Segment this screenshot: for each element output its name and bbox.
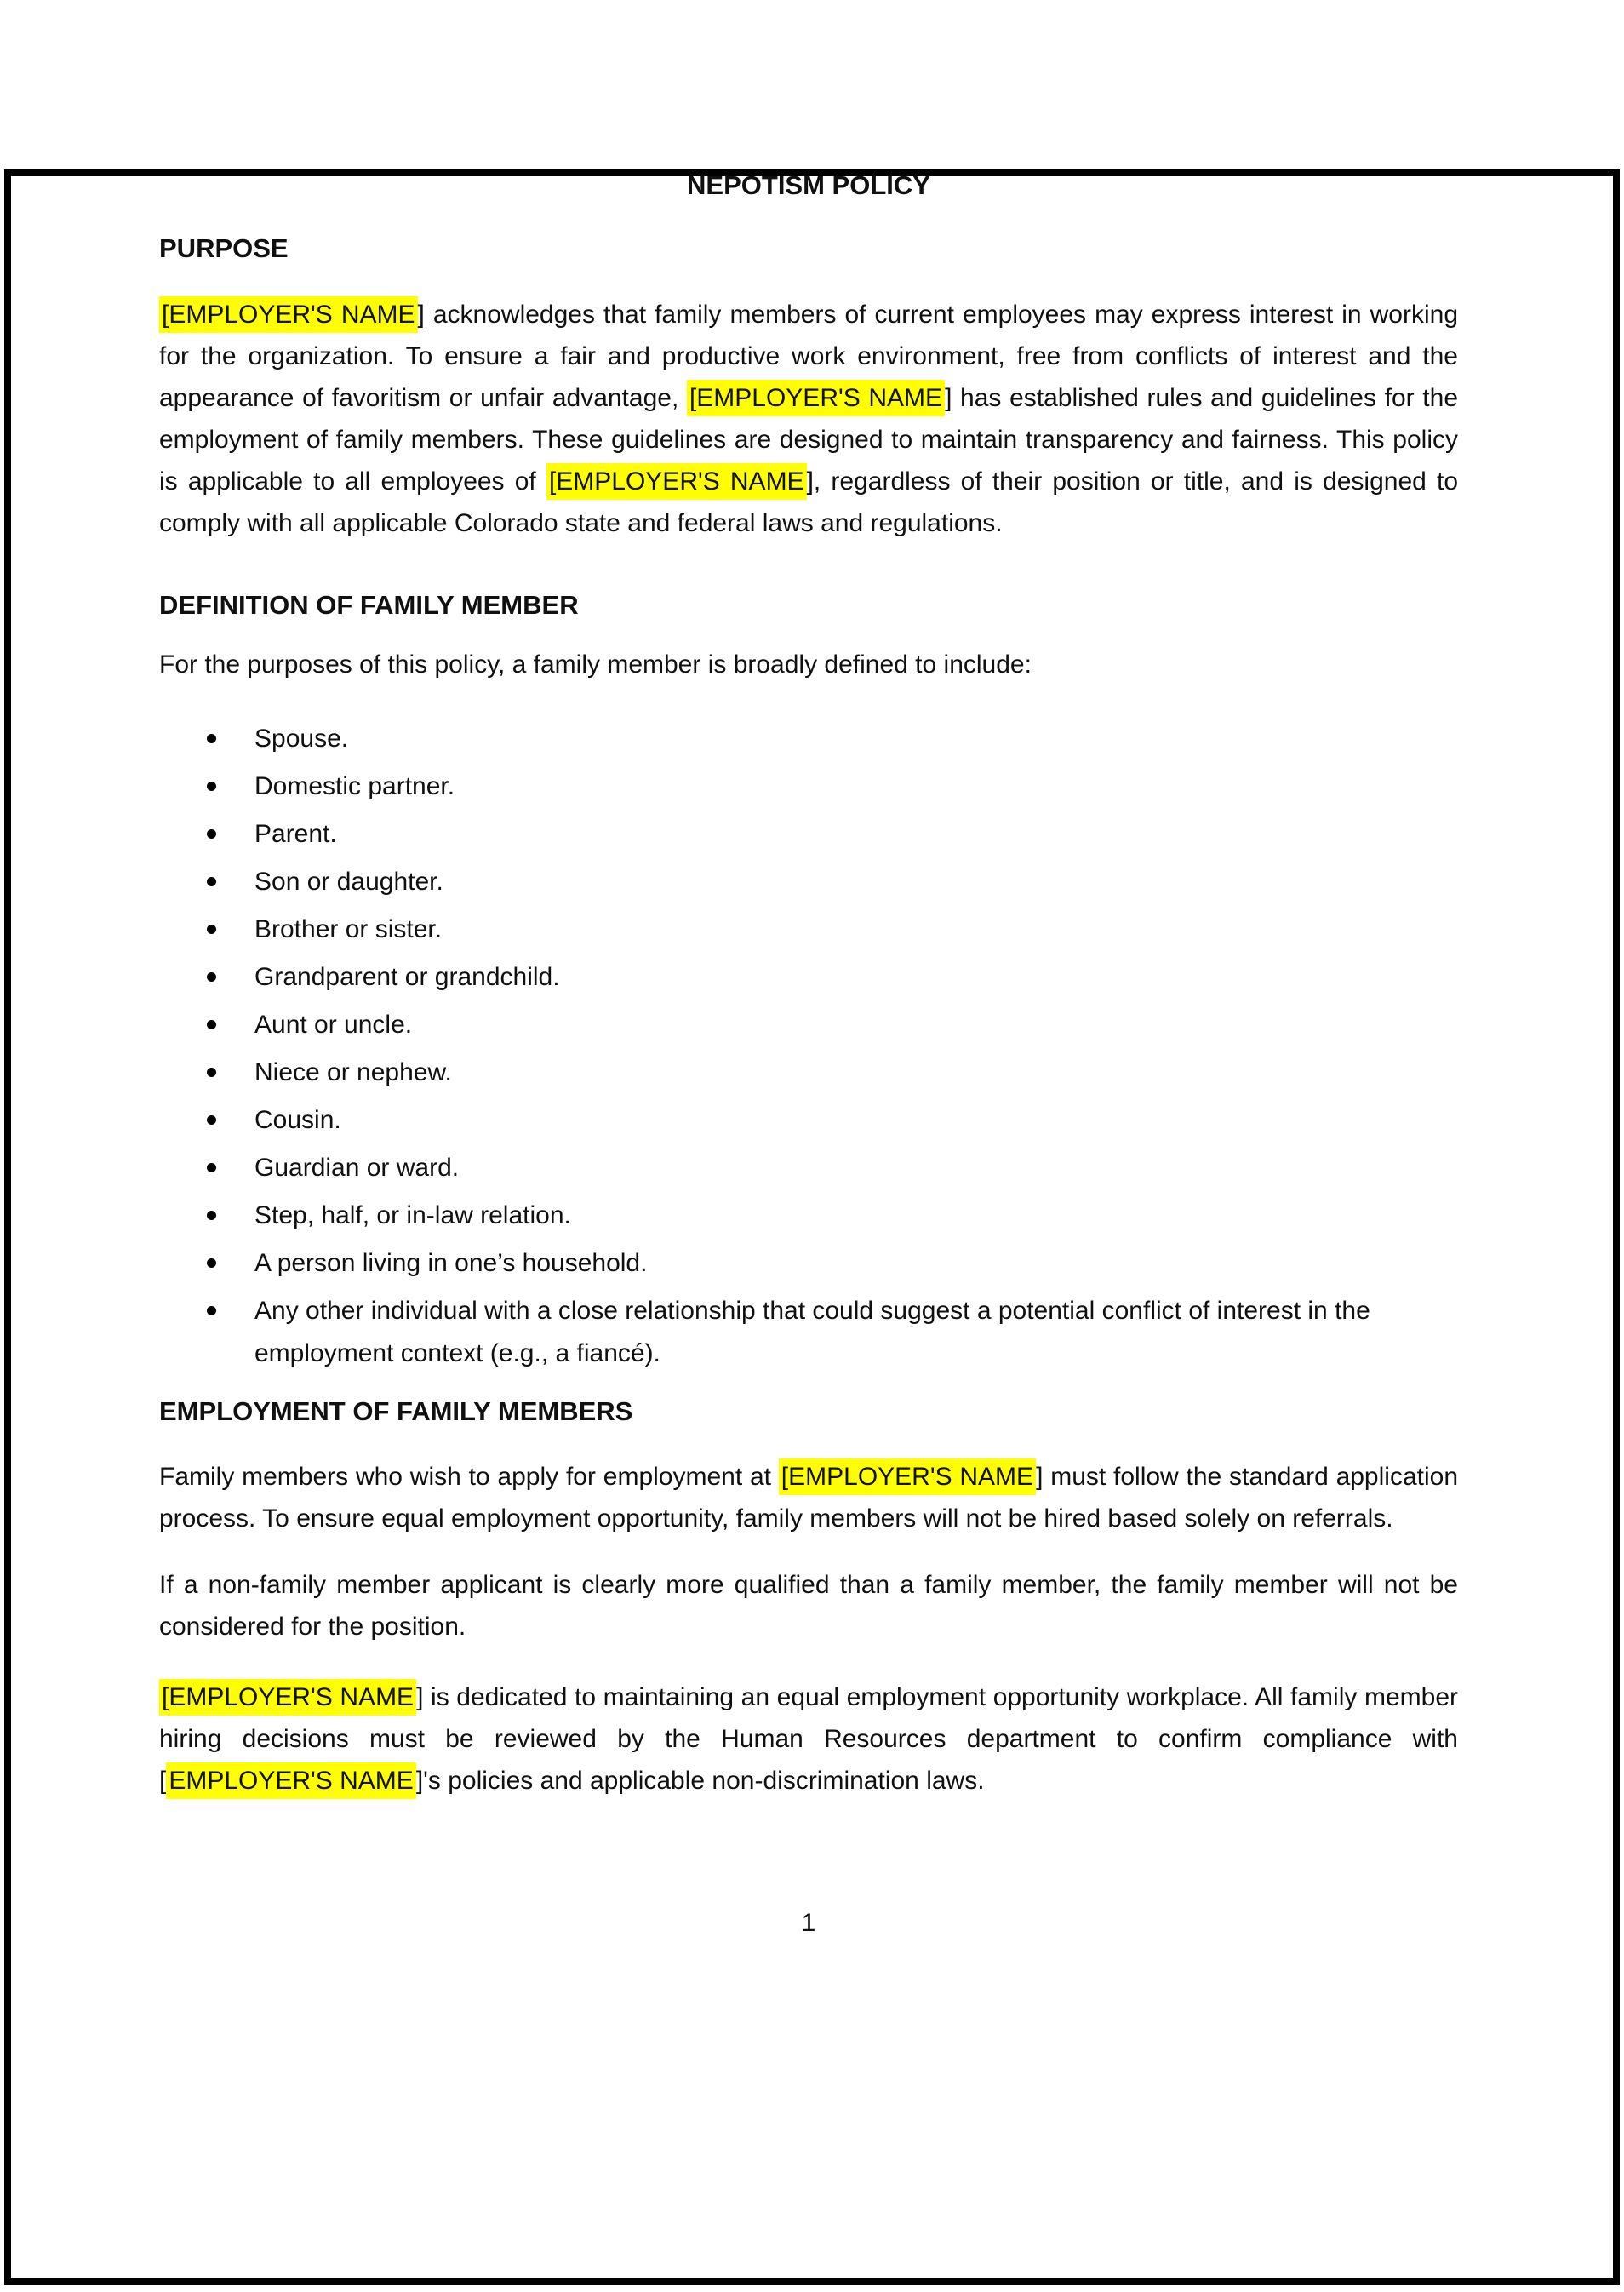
list-item: Cousin. xyxy=(159,1099,1458,1142)
text-segment: ] has established rules and guidelines for the employment of family members. These guidelines are designed to maintain transparency and fairness. This policy is applicable to all employees of xyxy=(159,384,1459,496)
text-segment: If a non-family member applicant is clearly more qualified than a family member, the family member will not be considered for the position. xyxy=(159,1571,1458,1641)
employment-paragraph-1 xyxy=(159,1456,1458,1539)
employment-paragraph-3 xyxy=(159,1676,1458,1802)
text-segment: Family members who wish to apply for employment at xyxy=(159,1463,779,1491)
list-item: Guardian or ward. xyxy=(159,1147,1458,1189)
highlighted-placeholder: [EMPLOYER'S NAME xyxy=(159,1679,416,1716)
highlighted-placeholder: [EMPLOYER'S NAME xyxy=(546,463,807,500)
definition-heading: DEFINITION OF FAMILY MEMBER xyxy=(159,590,579,620)
purpose-heading: PURPOSE xyxy=(159,233,289,263)
page-number: 1 xyxy=(801,1909,816,1937)
highlighted-placeholder: [EMPLOYER'S NAME xyxy=(159,296,418,333)
list-item: Grandparent or grandchild. xyxy=(159,956,1458,999)
list-item: Step, half, or in-law relation. xyxy=(159,1195,1458,1237)
text-segment: ] is dedicated to maintaining an equal employment opportunity workplace. All family member hiring decisions must be reviewed by the Human Resources department to confirm compliance with [ xyxy=(159,1683,1459,1795)
employment-paragraph-2 xyxy=(159,1564,1458,1647)
text-segment: ] must follow the standard application process. To ensure equal employment opportunity, family members will not be hired based solely on referrals. xyxy=(159,1463,1459,1533)
text-segment: ], regardless of their position or title, and is designed to comply with all applicable Colorado state and federal laws and regulations. xyxy=(159,467,1459,537)
definition-intro: For the purposes of this policy, a family member is broadly defined to include: xyxy=(159,650,1032,679)
text-segment: ]'s policies and applicable non-discrimination laws. xyxy=(415,1767,985,1795)
highlighted-placeholder: [EMPLOYER'S NAME xyxy=(687,380,945,416)
family-member-list xyxy=(159,718,1458,1375)
list-item: Brother or sister. xyxy=(159,908,1458,951)
list-item: Parent. xyxy=(159,813,1458,856)
highlighted-placeholder: EMPLOYER'S NAME xyxy=(166,1762,415,1799)
highlighted-placeholder: [EMPLOYER'S NAME xyxy=(779,1458,1036,1495)
document-page xyxy=(0,164,1624,1944)
text-segment: ] acknowledges that family members of current employees may express interest in working for the organization. To ensure a fair and productive work environment, free from conflicts of interest and the appearance of favoritism or unfair advantage, xyxy=(159,301,1459,412)
section-employment xyxy=(159,1390,1458,1802)
list-item: A person living in one’s household. xyxy=(159,1242,1458,1285)
employment-heading: EMPLOYMENT OF FAMILY MEMBERS xyxy=(159,1396,633,1426)
list-item: Any other individual with a close relationship that could suggest a potential conflict of interest in the employment context (e.g., a fiancé). xyxy=(159,1290,1458,1375)
list-item: Spouse. xyxy=(159,718,1458,760)
section-definition xyxy=(159,584,1458,1375)
list-item: Domestic partner. xyxy=(159,765,1458,808)
list-item: Aunt or uncle. xyxy=(159,1004,1458,1046)
list-item: Niece or nephew. xyxy=(159,1051,1458,1094)
page-title: NEPOTISM POLICY xyxy=(687,170,930,200)
purpose-paragraph xyxy=(159,294,1458,544)
section-purpose xyxy=(159,227,1458,544)
list-item: Son or daughter. xyxy=(159,861,1458,903)
